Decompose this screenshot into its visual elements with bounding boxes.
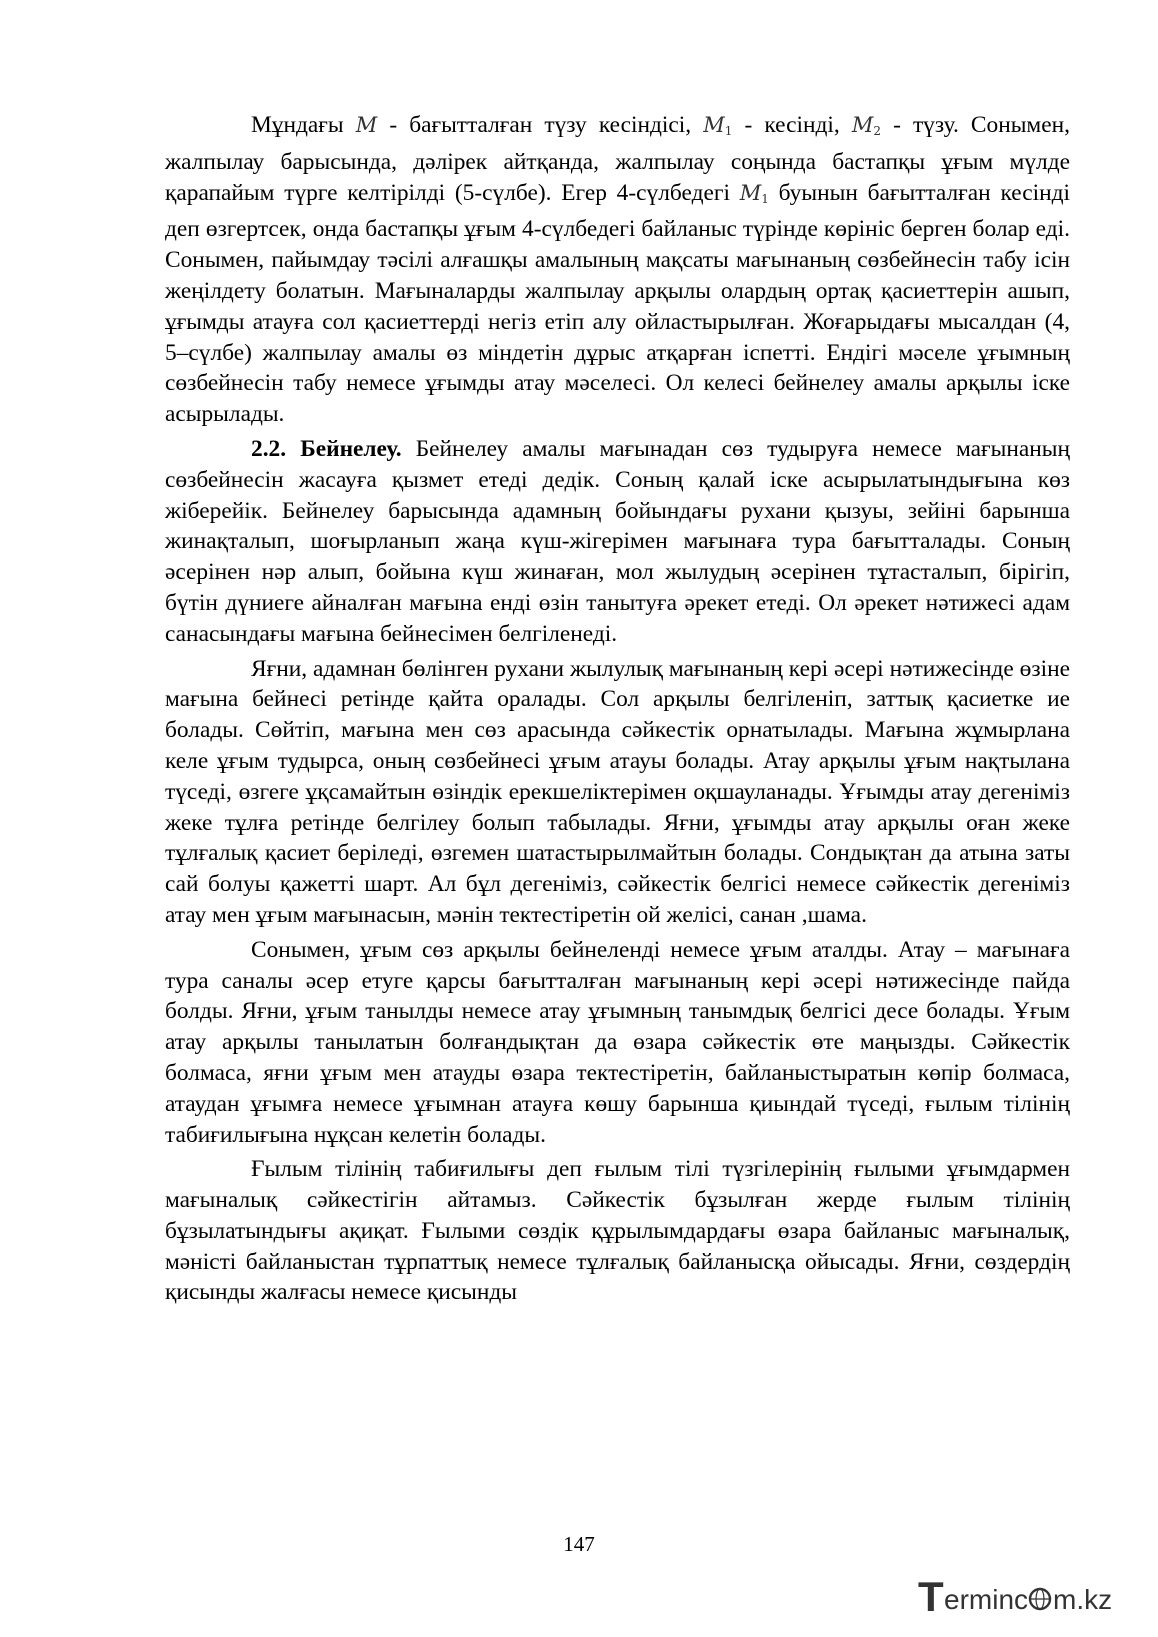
watermark-letter-t: T [918,1573,944,1620]
math-symbol-base: M [851,113,874,137]
document-body [165,110,1070,1308]
math-symbol-subscript: 2 [873,124,881,138]
text-run: Бейнелеу амалы мағынадан сөз тудыруға немесе мағынаның сөзбейнесін жасауға қызмет етеді дедік. Соның қалай іске асырылатындығына көз жіберейік. Бейнелеу барысында адамның бойындағы рухани қызуы, зейіні барынша жинақталып, шоғырланып жаңа күш-жігерімен мағынаға тура бағытталады. Соның әсерінен нәр алып, бойына күш жинаған, мол жылудың әсерінен тұтасталып, бірігіп, бүтін дүниеге айналған мағына енді өзін танытуға әрекет етеді. Ол әрекет нәтижесі адам санасындағы мағына бейнесімен белгіленеді. [165,435,1070,647]
site-watermark-logo [912,1567,1132,1625]
paragraph [165,110,1070,430]
paragraph [165,434,1070,650]
watermark-text-middle: erminc [944,1584,1029,1615]
math-symbol [356,113,378,137]
paragraph [165,935,1070,1151]
math-symbol-base: M [739,180,762,205]
text-run: - кесінді, [732,112,852,138]
page-number: 147 [563,1532,595,1556]
section-heading: 2.2. Бейнелеу. [251,435,402,462]
text-run: Мұндағы [251,112,356,138]
math-symbol-subscript: 1 [761,191,769,206]
paragraph [165,654,1070,931]
text-run: Яғни, адамнан бөлінген рухани жылулық мағынаның кері әсері нәтижесінде өзіне мағына бейнесі ретінде қайта оралады. Сол арқылы белгіленіп, заттық қасиетке ие болады. Сөйтіп, мағына мен сөз арасында сәйкестік орнатылады. Мағына жұмырлана келе ұғым тудырса, оның сөзбейнесі ұғым атауы болады. Атау арқылы ұғым нақтылана түседі, өзгеге ұқсамайтын өзіндік ерекшеліктерімен оқшауланады. Ұғымды атау дегеніміз жеке тұлға ретінде белгілеу болып табылады. Яғни, ұғымды атау арқылы оған жеке тұлғалық қасиет беріледі, өзгемен шатастырылмайтын болады. Сондықтан да атына заты сай болуы қажетті шарт. Ал бұл дегеніміз, сәйкестік белгісі немесе сәйкестік дегеніміз атау мен ұғым мағынасын, мәнін тектестіретін ой желісі, санан ,шама. [165,655,1070,928]
text-run: Ғылым тілінің табиғилығы деп ғылым тілі түзгілерінің ғылыми ұғымдармен мағыналық сәйкестігін айтамыз. Сәйкестік бұзылған жерде ғылым тілінің бұзылатындығы ақиқат. Ғылыми сөздік құрылымдардағы өзара байланыс мағыналық, мәністі байланыстан тұрпаттық немесе тұлғалық байланысқа ойысады. Яғни, сөздердің қисынды жалғасы немесе қисынды [165,1156,1070,1306]
text-run: - бағытталған түзу кесіндісі, [377,112,704,138]
math-symbol-base: M [355,113,378,137]
text-run: буынын бағытталған кесінді деп өзгертсек, онда бастапқы ұғым 4-сүлбедегі байланыс түрінде көрініс берген болар еді. Сонымен, пайымдау тәсілі алғашқы амалының мақсаты мағынаның сөзбейнесін табу ісін жеңілдету болатын. Мағыналарды жалпылау арқылы олардың ортақ қасиеттерін ашып, ұғымды атауға сол қасиеттерді негіз етіп алу ойластырылған. Жоғарыдағы мысалдан (4, 5–сүлбе) жалпылау амалы өз міндетін дұрыс атқарған іспетті. Ендігі мәселе ұғымның сөзбейнесін табу немесе ұғымды атау мәселесі. Ол келесі бейнелеу амалы арқылы іске асырылады. [165,179,1070,428]
math-symbol [703,113,732,137]
text-run: - түзу. Сонымен, жалпылау барысында, дәлірек айтқанда, жалпылау соңында бастапқы ұғым мүлде қарапайым түрге келтірілді (5-сүлбе). Егер 4-сүлбедегі [165,112,1070,206]
math-symbol [852,113,881,137]
math-symbol-subscript: 1 [724,124,733,138]
paragraph [165,1154,1070,1308]
text-run: Сонымен, ұғым сөз арқылы бейнеленді немесе ұғым аталды. Атау – мағынаға тура саналы әсер етуге қарсы бағытталған мағынаның кері әсері нәтижесінде пайда болды. Яғни, ұғым танылды немесе атау ұғымның танымдық белгісі десе болады. Ұғым атау арқылы танылатын болғандықтан да өзара сәйкестік өте маңызды. Сәйкестік болмаса, яғни ұғым мен атауды өзара тектестіретін, байланыстыратын көпір болмаса, атаудан ұғымға немесе ұғымнан атауға көшу барынша қиындай түседі, ғылым тілінің табиғилығына нұқсан келетін болады. [165,936,1070,1148]
globe-o-icon [1030,1589,1050,1609]
watermark-text-after: m.kz [1053,1584,1113,1615]
math-symbol [740,181,769,205]
math-symbol-base: M [703,113,725,137]
